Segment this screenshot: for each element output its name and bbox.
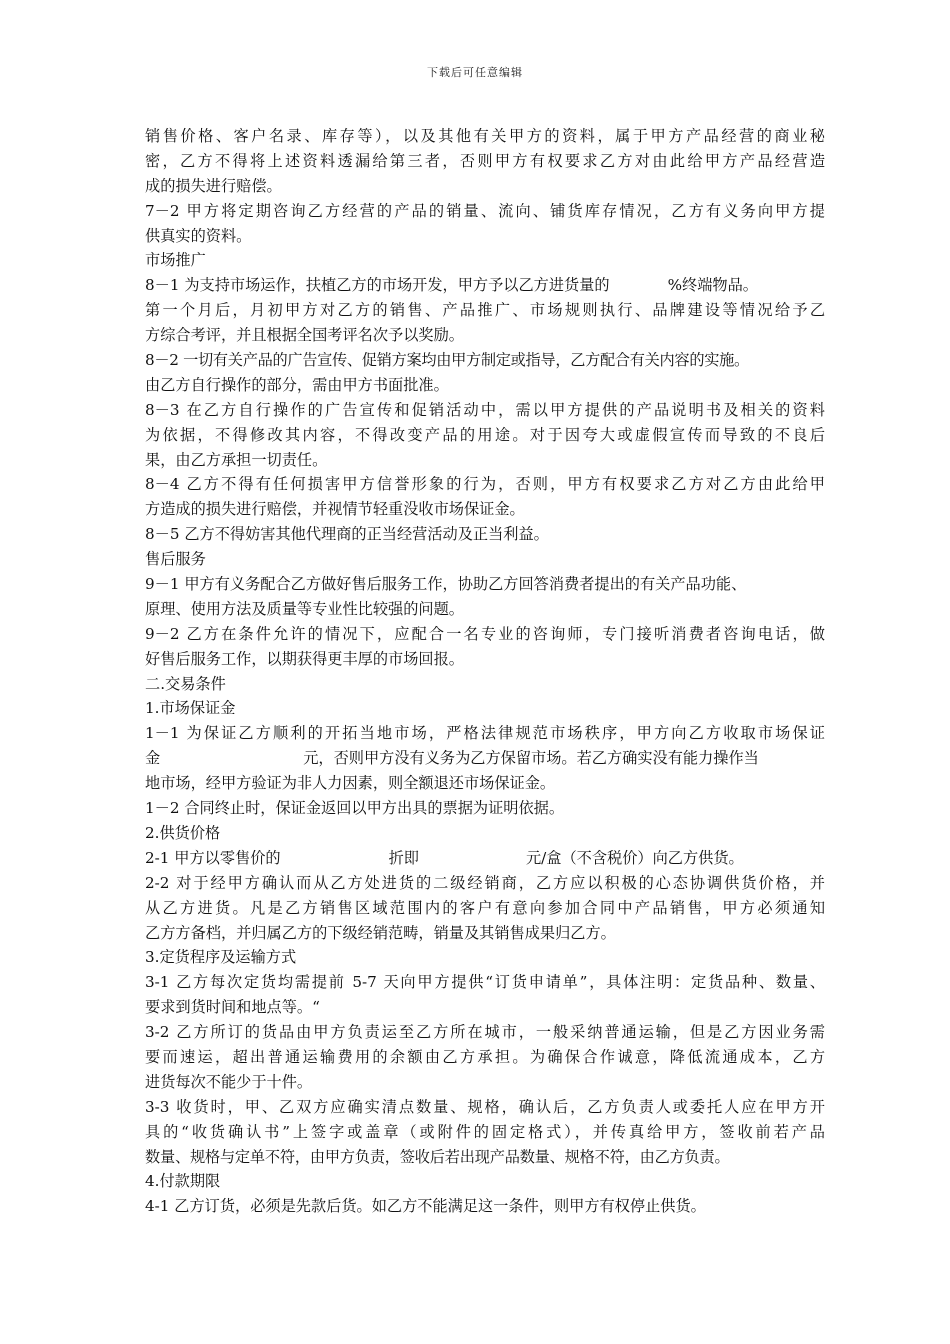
paragraph-line: 7－2 甲方将定期咨询乙方经营的产品的销量、流向、铺货库存情况，乙方有义务向甲方提 (145, 201, 825, 220)
paragraph-line: 乙方方备档，并归属乙方的下级经销范畴，销量及其销售成果归乙方。 (145, 923, 616, 942)
paragraph-line: 从乙方进货。凡是乙方销售区域范围内的客户有意向参加合同中产品销售，甲方必须通知 (145, 898, 825, 917)
paragraph-line: 要求到货时间和地点等。“ (145, 998, 320, 1017)
paragraph-line: 原理、使用方法及质量等专业性比较强的问题。 (145, 599, 464, 618)
paragraph-line: 数量、规格与定单不符，由甲方负责，签收后若出现产品数量、规格不符，由乙方负责。 (145, 1147, 730, 1166)
paragraph-line: 密，乙方不得将上述资料透漏给第三者，否则甲方有权要求乙方对由此给甲方产品经营造 (145, 151, 825, 170)
paragraph-line: 地市场，经甲方验证为非人力因素，则全额退还市场保证金。 (145, 774, 556, 793)
subsection-heading: 2.供货价格 (145, 823, 221, 842)
paragraph-line: 8－5 乙方不得妨害其他代理商的正当经营活动及正当利益。 (145, 525, 549, 544)
subsection-heading: 4.付款期限 (145, 1172, 221, 1191)
paragraph-line: 方综合考评，并且根据全国考评名次予以奖励。 (145, 326, 464, 345)
section-heading: 市场推广 (145, 251, 206, 270)
paragraph-line: 方造成的损失进行赔偿，并视情节轻重没收市场保证金。 (145, 500, 525, 519)
paragraph-line: 要而速运，超出普通运输费用的余额由乙方承担。为确保合作诚意，降低流通成本，乙方 (145, 1047, 825, 1066)
clause-text: 元/盒（不含税价）向乙方供货。 (525, 848, 744, 867)
paragraph-line: 8－2 一切有关产品的广告宣传、促销方案均由甲方制定或指导，乙方配合有关内容的实施。 (145, 351, 749, 370)
paragraph-line: 成的损失进行赔偿。 (145, 176, 282, 195)
clause-text: 8－1 为支持市场运作，扶植乙方的市场开发，甲方予以乙方进货量的 (145, 276, 610, 295)
section-heading: 售后服务 (145, 550, 206, 569)
paragraph-line: 具的“收货确认书”上签字或盖章（或附件的固定格式），并传真给甲方，签收前若产品 (145, 1122, 825, 1141)
paragraph-line: 4-1 乙方订货，必须是先款后货。如乙方不能满足这一条件，则甲方有权停止供货。 (145, 1197, 706, 1216)
paragraph-line: 9－1 甲方有义务配合乙方做好售后服务工作，协助乙方回答消费者提出的有关产品功能、 (145, 575, 747, 594)
paragraph-line: 8－3 在乙方自行操作的广告宣传和促销活动中，需以甲方提供的产品说明书及相关的资料 (145, 400, 825, 419)
clause-text: %终端物品。 (667, 276, 758, 295)
clause-text: 2-1 甲方以零售价的 (145, 848, 281, 867)
paragraph-line: 3-1 乙方每次定货均需提前 5-7 天向甲方提供“订货申请单”，具体注明：定货品种、数量、 (145, 973, 825, 992)
paragraph-line: 9－2 乙方在条件允许的情况下，应配合一名专业的咨询师，专门接听消费者咨询电话，做 (145, 624, 825, 643)
paragraph-line: 供真实的资料。 (145, 226, 252, 245)
page-header: 下载后可任意编辑 (427, 66, 523, 79)
paragraph-line: 3-3 收货时，甲、乙双方应确实清点数量、规格，确认后，乙方负责人或委托人应在甲方开 (145, 1097, 825, 1116)
paragraph-line: 销售价格、客户名录、库存等），以及其他有关甲方的资料，属于甲方产品经营的商业秘 (145, 127, 825, 145)
clause-text: 折即 (388, 848, 419, 867)
paragraph-line: 1－2 合同终止时，保证金返回以甲方出具的票据为证明依据。 (145, 799, 565, 818)
paragraph-line: 由乙方自行操作的部分，需由甲方书面批准。 (145, 375, 449, 394)
paragraph-line: 为依据，不得修改其内容，不得改变产品的用途。对于因夸大或虚假宣传而导致的不良后 (145, 425, 825, 444)
paragraph-line: 3-2 乙方所订的货品由甲方负责运至乙方所在城市，一般采纳普通运输，但是乙方因业务需 (145, 1023, 825, 1042)
paragraph-line: 8－4 乙方不得有任何损害甲方信誉形象的行为，否则，甲方有权要求乙方对乙方由此给甲 (145, 475, 825, 494)
clause-text: 元，否则甲方没有义务为乙方保留市场。若乙方确实没有能力操作当 (303, 749, 759, 768)
clause-text: 金 (145, 749, 161, 768)
paragraph-line (145, 273, 825, 298)
paragraph-line (145, 746, 825, 771)
paragraph-line: 进货每次不能少于十件。 (145, 1072, 313, 1091)
paragraph-line (145, 846, 825, 871)
paragraph-line: 第一个月后，月初甲方对乙方的销售、产品推广、市场规则执行、品牌建设等情况给予乙 (145, 301, 825, 320)
subsection-heading: 1.市场保证金 (145, 699, 236, 718)
paragraph-line: 好售后服务工作，以期获得更丰厚的市场回报。 (145, 649, 464, 668)
paragraph-line: 1－1 为保证乙方顺利的开拓当地市场，严格法律规范市场秩序，甲方向乙方收取市场保证 (145, 724, 825, 743)
section-heading: 二.交易条件 (145, 674, 226, 693)
document-body (145, 124, 825, 1219)
paragraph-line: 果，由乙方承担一切责任。 (145, 450, 328, 469)
subsection-heading: 3.定货程序及运输方式 (145, 948, 297, 967)
paragraph-line: 2-2 对于经甲方确认而从乙方处进货的二级经销商，乙方应以积极的心态协调供货价格，并 (145, 873, 825, 892)
